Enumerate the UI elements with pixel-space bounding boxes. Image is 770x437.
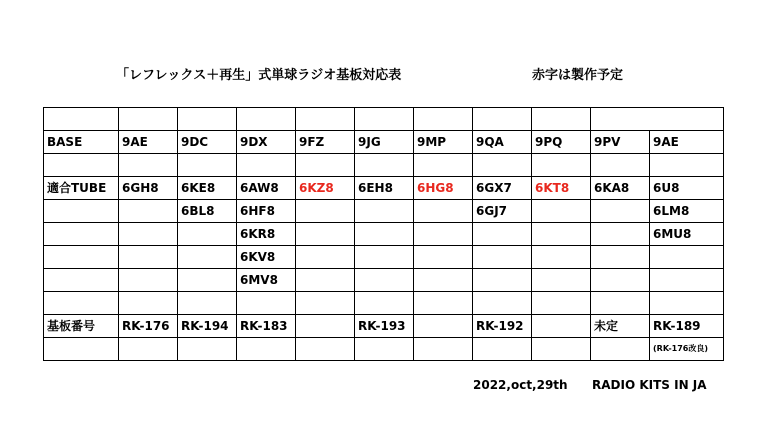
table-cell (591, 223, 650, 246)
legend-note: 赤字は製作予定 (532, 68, 624, 83)
table-cell (355, 338, 414, 361)
row-header-cell (44, 269, 119, 292)
table-cell (178, 246, 237, 269)
table-cell: RK-192 (473, 315, 532, 338)
table-cell (296, 269, 355, 292)
table-cell (119, 246, 178, 269)
table-cell (237, 108, 296, 131)
table-cell: 9DX (237, 131, 296, 154)
table-cell (178, 269, 237, 292)
table-cell: 6AW8 (237, 177, 296, 200)
table-cell (119, 292, 178, 315)
table-row-top-spacer (44, 108, 724, 131)
table-cell (414, 338, 473, 361)
table-cell: 6GX7 (473, 177, 532, 200)
table-cell (591, 292, 650, 315)
table-cell (119, 154, 178, 177)
table-cell (178, 223, 237, 246)
table-cell (178, 338, 237, 361)
row-header-cell: 適合TUBE (44, 177, 119, 200)
table-cell: 6KV8 (237, 246, 296, 269)
table-cell (119, 338, 178, 361)
table-cell: 6MU8 (650, 223, 724, 246)
table-cell (296, 154, 355, 177)
table-cell: 9DC (178, 131, 237, 154)
table-cell (473, 269, 532, 292)
document-title: 「レフレックス＋再生」式単球ラジオ基板対応表 (116, 68, 402, 83)
table-cell (119, 223, 178, 246)
table-cell (178, 154, 237, 177)
table-cell (296, 200, 355, 223)
table-cell (237, 338, 296, 361)
table-cell (119, 200, 178, 223)
table-cell: 6GH8 (119, 177, 178, 200)
table-cell (532, 315, 591, 338)
row-header-cell (44, 223, 119, 246)
table-cell: 6MV8 (237, 269, 296, 292)
table-cell (591, 269, 650, 292)
table-cell: 6GJ7 (473, 200, 532, 223)
row-header-cell (44, 338, 119, 361)
table-cell: 9AE (119, 131, 178, 154)
row-header-cell: BASE (44, 131, 119, 154)
table-cell: 6HF8 (237, 200, 296, 223)
table-cell (296, 108, 355, 131)
table-row-base-row (44, 131, 724, 154)
table-cell (532, 223, 591, 246)
table-cell (414, 269, 473, 292)
table-cell (473, 246, 532, 269)
table-cell (532, 338, 591, 361)
table-cell (296, 223, 355, 246)
table-cell (414, 223, 473, 246)
table-cell (296, 246, 355, 269)
table-cell (414, 200, 473, 223)
table-cell (650, 292, 724, 315)
table-row-spacer (44, 154, 724, 177)
table-cell (532, 200, 591, 223)
table-cell (532, 154, 591, 177)
row-header-cell (44, 292, 119, 315)
table-row-tube-row-5 (44, 269, 724, 292)
table-cell: 9AE (650, 131, 724, 154)
table-cell (414, 292, 473, 315)
table-cell (237, 292, 296, 315)
table-row-note-row (44, 338, 724, 361)
table-cell (119, 108, 178, 131)
table-cell (44, 108, 119, 131)
table-cell: RK-189 (650, 315, 724, 338)
table-cell: 6EH8 (355, 177, 414, 200)
table-cell (591, 200, 650, 223)
table-row-tube-row-2 (44, 200, 724, 223)
table-cell: 6KT8 (532, 177, 591, 200)
table-cell: 6KA8 (591, 177, 650, 200)
table-cell (355, 108, 414, 131)
table-cell: 9FZ (296, 131, 355, 154)
table-cell: 6U8 (650, 177, 724, 200)
table-cell (473, 338, 532, 361)
table-cell (532, 292, 591, 315)
table-cell: 6KE8 (178, 177, 237, 200)
credit-label: RADIO KITS IN JA (592, 378, 707, 392)
table-cell (414, 154, 473, 177)
table-cell: 未定 (591, 315, 650, 338)
table-cell (532, 108, 591, 131)
table-cell: RK-193 (355, 315, 414, 338)
table-row-tube-row-4 (44, 246, 724, 269)
table-cell (650, 269, 724, 292)
table-row-board-number-row (44, 315, 724, 338)
row-header-cell (44, 246, 119, 269)
table-cell: 9PV (591, 131, 650, 154)
table-cell (355, 223, 414, 246)
table-cell: 9PQ (532, 131, 591, 154)
table-cell (296, 315, 355, 338)
table-cell (650, 246, 724, 269)
table-row-tube-row-3 (44, 223, 724, 246)
table-cell: 6KR8 (237, 223, 296, 246)
table-cell (591, 108, 724, 131)
table-cell (473, 223, 532, 246)
table-cell (414, 315, 473, 338)
table-cell: 6LM8 (650, 200, 724, 223)
table-cell (591, 246, 650, 269)
table-cell (237, 154, 296, 177)
table-cell (355, 154, 414, 177)
table-cell: 6KZ8 (296, 177, 355, 200)
table-cell: 6BL8 (178, 200, 237, 223)
table-cell: 9JG (355, 131, 414, 154)
table-cell (355, 292, 414, 315)
board-compatibility-table (43, 107, 724, 361)
table-cell: 9QA (473, 131, 532, 154)
table-cell (414, 246, 473, 269)
table-cell (355, 269, 414, 292)
table-cell (650, 154, 724, 177)
table-cell: RK-194 (178, 315, 237, 338)
table-cell: 9MP (414, 131, 473, 154)
table-cell (591, 154, 650, 177)
table-cell (355, 246, 414, 269)
table-cell: RK-183 (237, 315, 296, 338)
table-cell (414, 108, 473, 131)
table-cell: (RK-176改良) (650, 338, 724, 361)
table-cell (178, 108, 237, 131)
table-cell (296, 292, 355, 315)
table-cell (532, 246, 591, 269)
table-cell: RK-176 (119, 315, 178, 338)
table-cell (473, 292, 532, 315)
table-cell (473, 154, 532, 177)
table-row-spacer-2 (44, 292, 724, 315)
table-cell (119, 269, 178, 292)
table-cell (591, 338, 650, 361)
row-header-cell (44, 154, 119, 177)
table-cell (296, 338, 355, 361)
table-cell (473, 108, 532, 131)
table-cell (532, 269, 591, 292)
table-row-tube-row (44, 177, 724, 200)
row-header-cell (44, 200, 119, 223)
table-cell: 6HG8 (414, 177, 473, 200)
table-cell (355, 200, 414, 223)
row-header-cell: 基板番号 (44, 315, 119, 338)
table-cell (178, 292, 237, 315)
date-label: 2022,oct,29th (473, 378, 568, 392)
